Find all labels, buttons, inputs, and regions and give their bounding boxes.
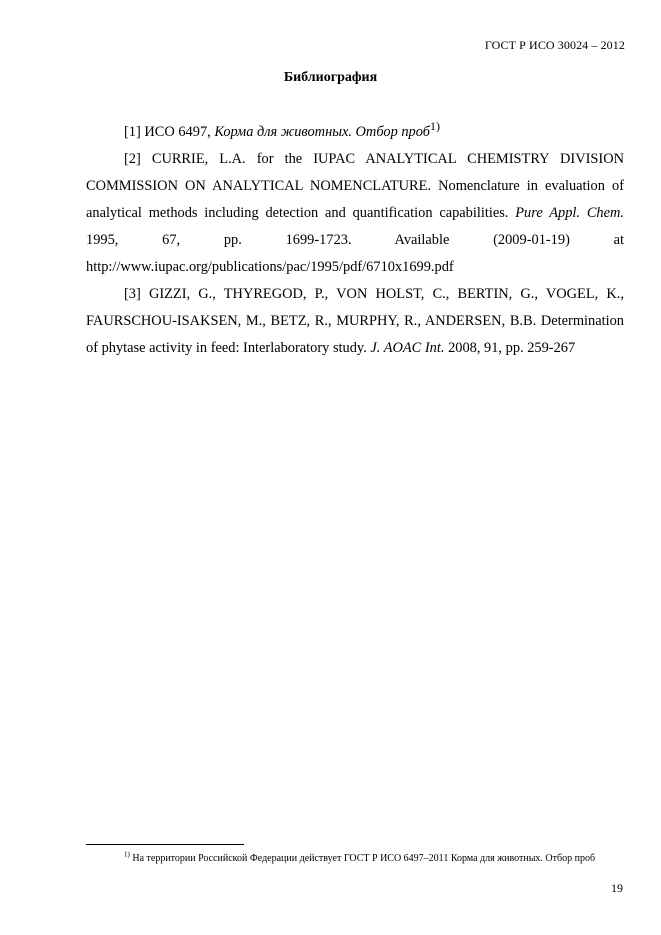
- reference-number: [3]: [124, 286, 141, 302]
- reference-text: CURRIE, L.A. for the IUPAC ANALYTICAL CHEMISTRY DIVISION COMMISSION ON ANALYTICAL NOMENCLATURE. Nomenclature in evaluation of analytical methods including detection and quantification capabilities.: [86, 151, 624, 221]
- page-title: Библиография: [283, 70, 378, 85]
- reference-item-2: [86, 146, 624, 281]
- page-number: 19: [611, 881, 623, 895]
- reference-item-1: [86, 119, 624, 146]
- reference-text: GIZZI, G., THYREGOD, P., VON HOLST, C., BERTIN, G., VOGEL, K., FAURSCHOU-ISAKSEN, M., BETZ, R., MURPHY, R., ANDERSEN, B.B. Determination of phytase activity in feed: Interlaboratory study.: [86, 286, 624, 356]
- footnote-separator: [86, 844, 244, 845]
- reference-item-3: [86, 281, 624, 362]
- footnote: [86, 852, 616, 866]
- reference-details: 1995, 67, pp. 1699-1723. Available (2009-01-19) at http://www.iupac.org/publications/pac/1995/pdf/6710x1699.pdf: [86, 232, 624, 275]
- reference-number: [1]: [124, 124, 141, 140]
- reference-text: ИСО 6497,: [140, 124, 215, 140]
- bibliography-list: [86, 119, 624, 362]
- footnote-marker: 1): [430, 119, 440, 134]
- reference-details: 2008, 91, pp. 259-267: [444, 340, 576, 356]
- reference-journal-italic: J. AOAC Int.: [370, 340, 445, 356]
- running-header-standard-id: ГОСТ Р ИСО 30024 – 2012: [484, 38, 625, 52]
- footnote-text: На территории Российской Федерации действует ГОСТ Р ИСО 6497–2011 Корма для животных. Отбор проб: [129, 853, 596, 864]
- reference-number: [2]: [124, 151, 141, 167]
- reference-title-italic: Корма для животных. Отбор проб: [214, 124, 430, 140]
- reference-journal-italic: Pure Appl. Chem.: [515, 205, 625, 221]
- footnote-marker: 1): [124, 850, 130, 859]
